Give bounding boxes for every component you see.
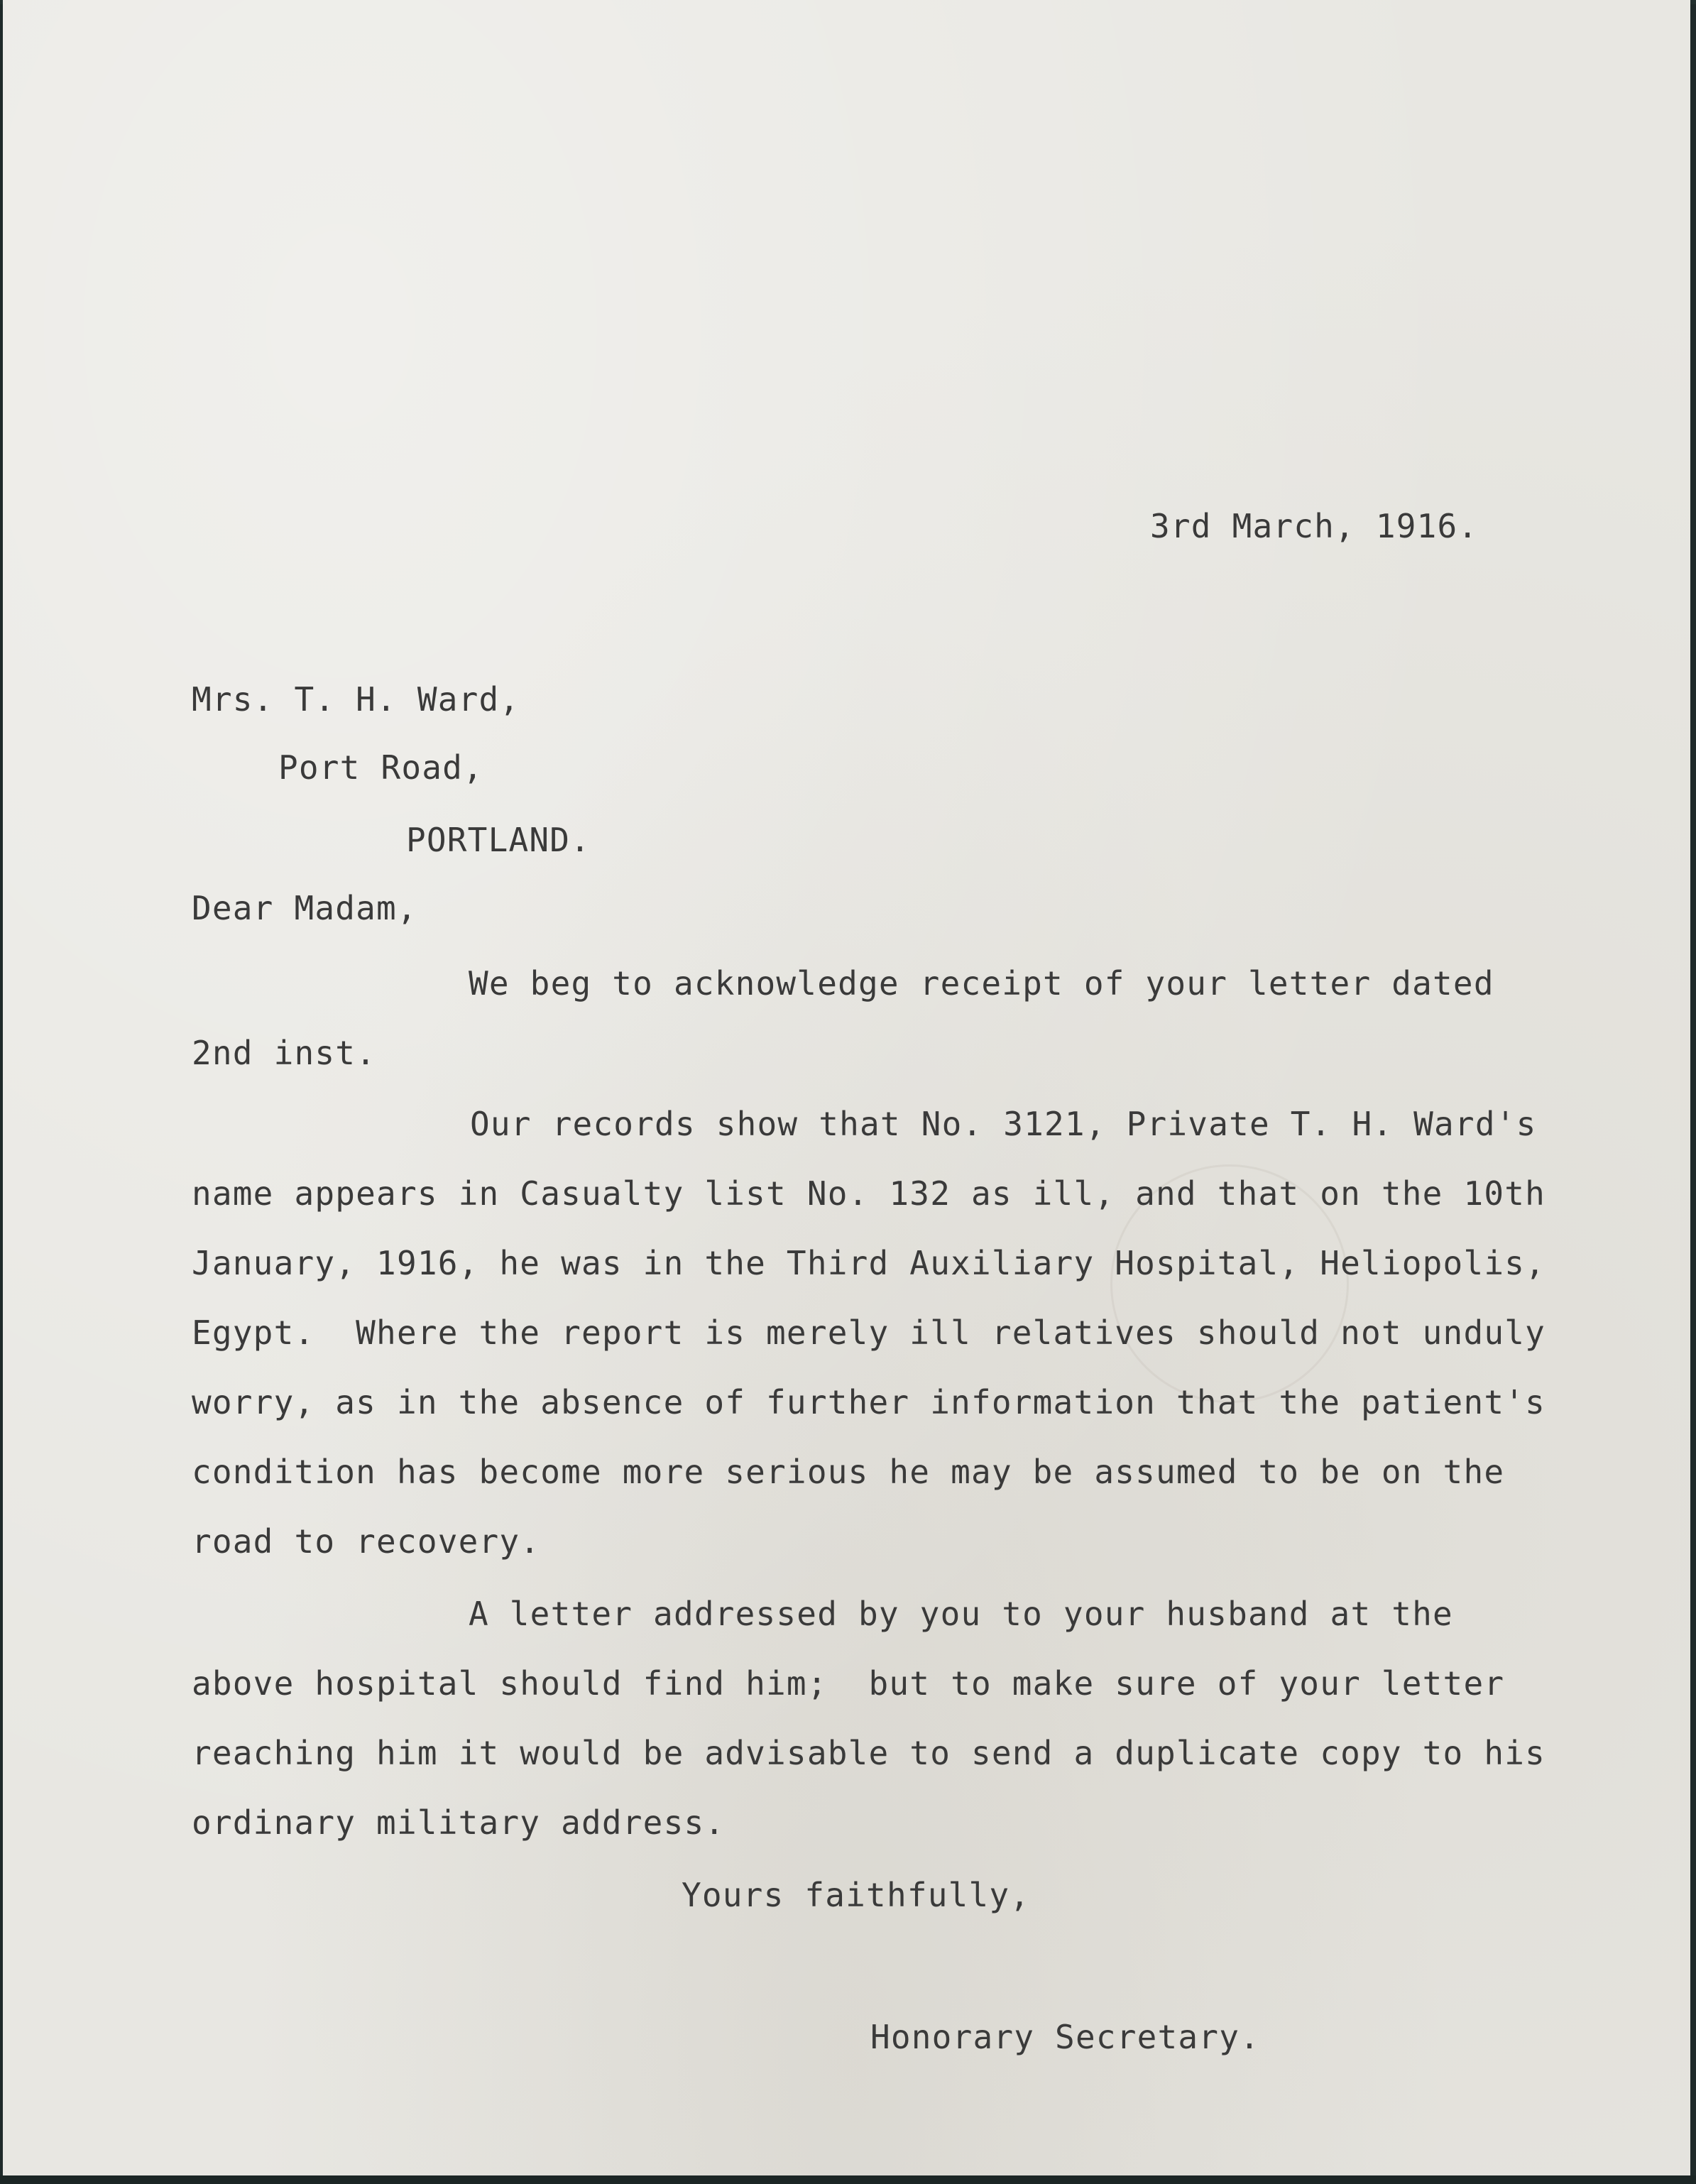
address-line-street: Port Road, — [278, 748, 483, 787]
paragraph1-line: We beg to acknowledge receipt of your letter dated — [469, 964, 1494, 1003]
closing: Yours faithfully, — [682, 1876, 1031, 1914]
paragraph1-line: 2nd inst. — [192, 1034, 377, 1072]
paragraph2-line: name appears in Casualty list No. 132 as ill, and that on the 10th — [192, 1174, 1546, 1213]
address-line-name: Mrs. T. H. Ward, — [192, 680, 520, 719]
paragraph3-line: A letter addressed by you to your husband at the — [469, 1595, 1453, 1633]
salutation: Dear Madam, — [192, 889, 417, 927]
paragraph2-line: Our records show that No. 3121, Private T. H. Ward's — [470, 1105, 1537, 1143]
letter-date: 3rd March, 1916. — [1150, 507, 1479, 545]
letter-page — [3, 0, 1690, 2177]
paragraph3-line: ordinary military address. — [192, 1803, 726, 1842]
paragraph2-line: condition has become more serious he may be assumed to be on the — [192, 1453, 1505, 1491]
paragraph2-line: Egypt. Where the report is merely ill relatives should not unduly — [192, 1314, 1546, 1352]
paragraph3-line: above hospital should find him; but to make sure of your letter — [192, 1664, 1505, 1703]
paragraph2-line: worry, as in the absence of further information that the patient's — [192, 1383, 1546, 1421]
signature-title: Honorary Secretary. — [870, 2018, 1260, 2056]
address-line-town: PORTLAND. — [406, 821, 591, 859]
scan-bottom-edge — [0, 2175, 1696, 2184]
paragraph2-line: road to recovery. — [192, 1522, 541, 1561]
paragraph3-line: reaching him it would be advisable to send a duplicate copy to his — [192, 1734, 1546, 1772]
paragraph2-line: January, 1916, he was in the Third Auxiliary Hospital, Heliopolis, — [192, 1244, 1546, 1282]
